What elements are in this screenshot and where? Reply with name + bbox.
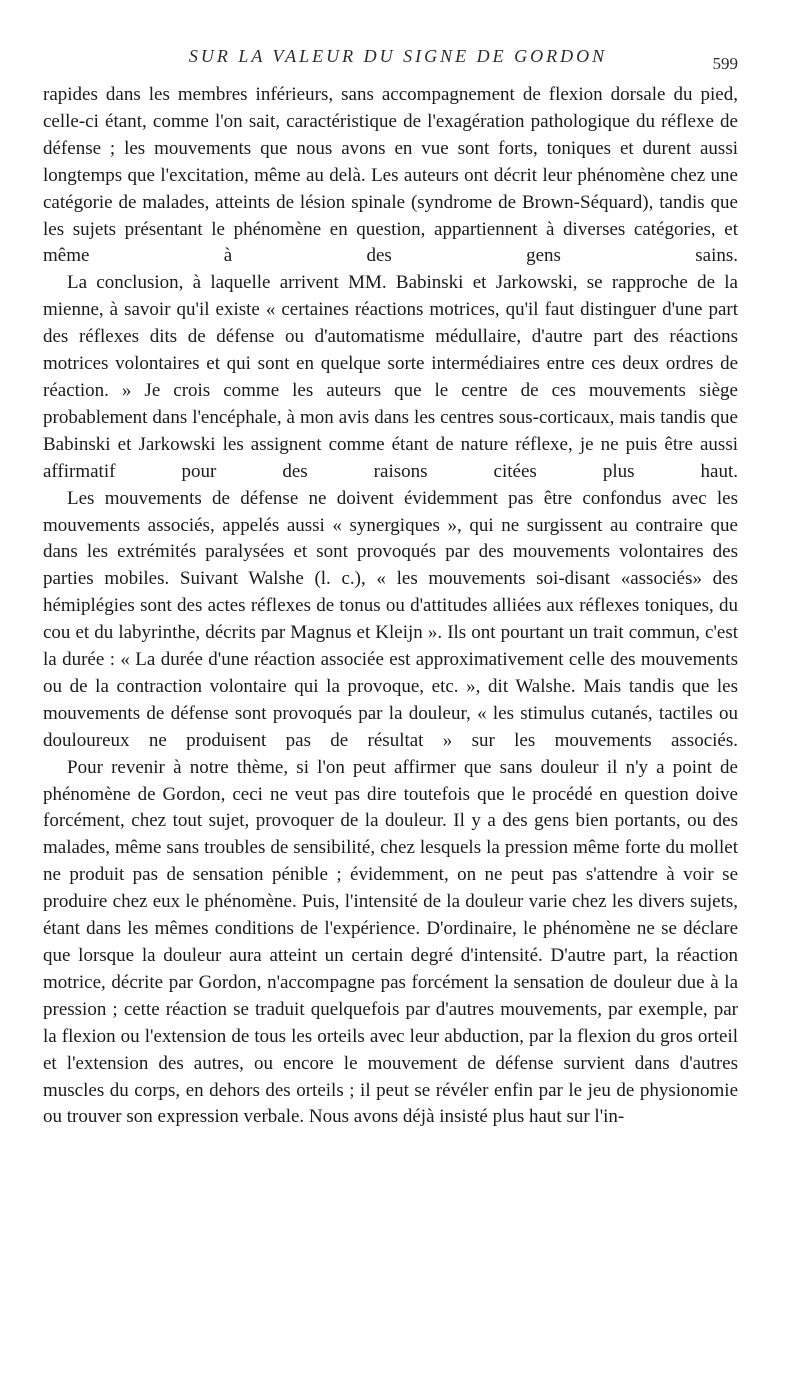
running-head <box>0 46 800 76</box>
paragraph-continuation: rapides dans les membres inférieurs, sans accompagnement de flexion dorsale du pied, celle-ci étant, comme l'on sait, caractéristique de l'exagération pathologique du réflexe de défense ; les mouvements que nous avons en vue sont forts, toniques et durent aussi longtemps que l'excitation, même au delà. Les auteurs ont décrit leur phénomène chez une catégorie de malades, atteints de lésion spinale (syndrome de Brown-Séquard), tandis que les sujets présentant le phénomène en question, appartiennent à diverses catégories, et même à des gens sains. <box>43 84 738 267</box>
paragraph-associated-movements: Les mouvements de défense ne doivent évidemment pas être confondus avec les mouvements associés, appelés aussi « synergiques », qui ne surgissent au contraire que dans les extrémités paralysées et sont provoqués par des mouvements volontaires des parties mobiles. Suivant Walshe (l. c.), « les mouvements soi-disant «associés» des hémiplégies sont des actes réflexes de tonus ou d'attitudes alliées aux réflexes toniques, du cou et du labyrinthe, décrits par Magnus et Kleijn ». Ils ont pourtant un trait commun, c'est la durée : « La durée d'une réaction associée est approximativement celle des mouvements ou de la contraction volontaire qui la provoque, etc. », dit Walshe. Mais tandis que les mouvements de défense sont provoqués par la douleur, « les stimulus cutanés, tactiles ou douloureux ne produisent pas de résultat » sur les mouvements associés. <box>43 487 738 751</box>
paragraph-gordon-theme: Pour revenir à notre thème, si l'on peut affirmer que sans douleur il n'y a point de phénomène de Gordon, ceci ne veut pas dire toutefois que le procédé en question doive forcément, chez tout sujet, provoquer de la douleur. Il y a des gens bien portants, ou des malades, même sans troubles de sensibilité, chez lesquels la pression même forte du mollet ne produit pas de sensation pénible ; évidemment, on ne peut pas s'attendre à voir se produire chez eux le phénomène. Puis, l'intensité de la douleur varie chez les divers sujets, étant dans les mêmes conditions de l'expérience. D'ordinaire, le phénomène ne se déclare que lorsque la douleur aura atteint un certain degré d'intensité. D'autre part, la réaction motrice, décrite par Gordon, n'accompagne pas forcément la sensation de douleur due à la pression ; cette réaction se traduit quelquefois par d'autres mouvements, par exemple, par la flexion ou l'extension de tous les orteils avec leur abduction, par la flexion du gros orteil et l'extension des autres, ou encore le mouvement de défense survient dans d'autres muscles du corps, en dehors des orteils ; il peut se révéler enfin par le jeu de physionomie ou trouver son expression verbale. Nous avons déjà insisté plus haut sur l'in- <box>43 756 738 1128</box>
body-text <box>43 82 738 1131</box>
paragraph-conclusion: La conclusion, à laquelle arrivent MM. Babinski et Jarkowski, se rapproche de la mienne, à savoir qu'il existe « certaines réactions motrices, qu'il faut distinguer d'une part des réflexes dits de défense ou d'automatisme médullaire, d'autre part des réactions motrices volontaires et qui sont en quelque sorte intermédiaires entre ces deux ordres de réaction. » Je crois comme les auteurs que le centre de ces mouvements siège probablement dans l'encéphale, à mon avis dans les centres sous-corticaux, mais tandis que Babinski et Jarkowski les assignent comme étant de nature réflexe, je ne puis être aussi affirmatif pour des raisons citées plus haut. <box>43 272 738 482</box>
page-number: 599 <box>712 54 738 73</box>
running-title: SUR LA VALEUR DU SIGNE DE GORDON <box>188 46 608 66</box>
